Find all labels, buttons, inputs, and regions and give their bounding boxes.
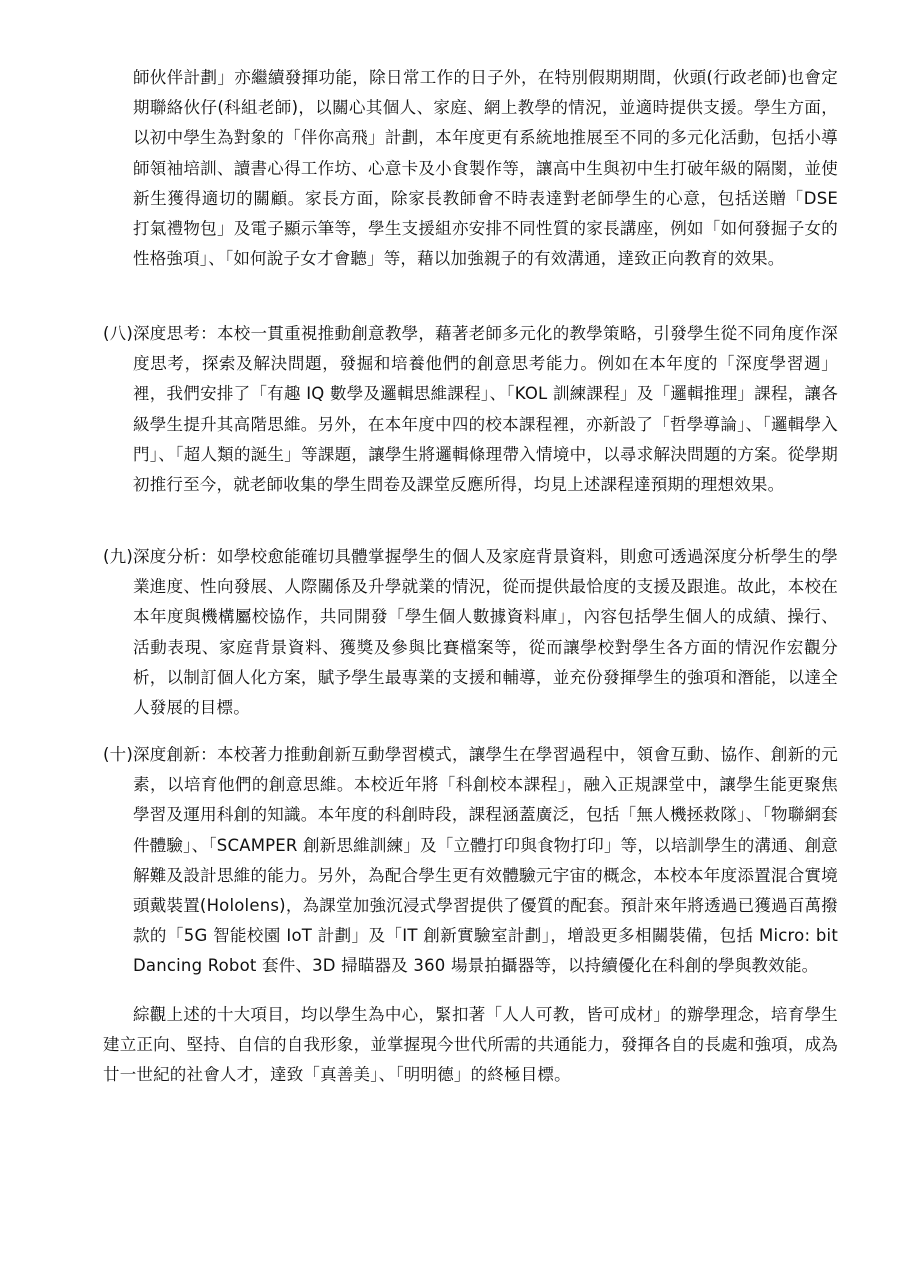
continuation-paragraph: 師伙伴計劃」亦繼續發揮功能，除日常工作的日子外，在特別假期期間，伙頭(行政老師)也會定期聯絡伙仔(科組老師)，以關心其個人、家庭、網上教學的情況，並適時提供支援。學生方面，以初中學生為對象的「伴你高飛」計劃，本年度更有系統地推展至不同的多元化活動，包括小導師領袖培訓、讀書心得工作坊、心意卡及小食製作等，讓高中生與初中生打破年級的隔閡，並使新生獲得適切的關顧。家長方面，除家長教師會不時表達對老師學生的心意，包括送贈「DSE 打氣禮物包」及電子顯示筆等，學生支援組亦安排不同性質的家長講座，例如「如何發掘子女的性格強項」、「如何說子女才會聽」等，藉以加強親子的有效溝通，達致正向教育的效果。 <box>133 68 838 269</box>
list-item-marker: (八) <box>103 324 133 343</box>
conclusion-paragraph: 綜觀上述的十大項目，均以學生為中心，緊扣著「人人可教，皆可成材」的辦學理念，培育學生建立正向、堅持、自信的自我形象，並掌握現今世代所需的共通能力，發揮各自的長處和強項，成為廿一世紀的社會人才，達致「真善美」、「明明德」的終極目標。 <box>103 1005 838 1085</box>
list-item-10 <box>103 740 838 982</box>
list-item-8 <box>103 319 838 500</box>
list-item-9 <box>103 542 838 723</box>
list-item-text: 深度創新：本校著力推動創新互動學習模式，讓學生在學習過程中，領會互動、協作、創新的元素，以培育他們的創意思維。本校近年將「科創校本課程」，融入正規課堂中，讓學生能更聚焦學習及運用科創的知識。本年度的科創時段，課程涵蓋廣泛，包括「無人機拯救隊」、「物聯網套件體驗」、「SCAMPER 創新思維訓練」及「立體打印與食物打印」等，以培訓學生的溝通、創意解難及設計思維的能力。另外，為配合學生更有效體驗元宇宙的概念，本校本年度添置混合實境頭戴裝置(Hololens)，為課堂加強沉浸式學習提供了優質的配套。預計來年將透過已獲過百萬撥款的「5G 智能校園 IoT 計劃」及「IT 創新實驗室計劃」，增設更多相關裝備，包括 Micro: bit Dancing Robot 套件、3D 掃瞄器及 360 場景拍攝器等，以持續優化在科創的學與教效能。 <box>133 745 838 976</box>
list-item-text: 深度分析：如學校愈能確切具體掌握學生的個人及家庭背景資料，則愈可透過深度分析學生的學業進度、性向發展、人際關係及升學就業的情況，從而提供最恰度的支援及跟進。故此，本校在本年度與機構屬校協作，共同開發「學生個人數據資料庫」，內容包括學生個人的成績、操行、活動表現、家庭背景資料、獲獎及參與比賽檔案等，從而讓學校對學生各方面的情況作宏觀分析，以制訂個人化方案，賦予學生最專業的支援和輔導，並充份發揮學生的強項和潛能，以達全人發展的目標。 <box>133 547 838 718</box>
list-item-marker: (九) <box>103 547 133 566</box>
list-item-text: 深度思考：本校一貫重視推動創意教學，藉著老師多元化的教學策略，引發學生從不同角度作深度思考，探索及解決問題，發掘和培養他們的創意思考能力。例如在本年度的「深度學習週」裡，我們安排了「有趣 IQ 數學及邏輯思維課程」、「KOL 訓練課程」及「邏輯推理」課程，讓各級學生提升其高階思維。另外，在本年度中四的校本課程裡，亦新設了「哲學導論」、「邏輯學入門」、「超人類的誕生」等課題，讓學生將邏輯條理帶入情境中，以尋求解決問題的方案。從學期初推行至今，就老師收集的學生問卷及課堂反應所得，均見上述課程達預期的理想效果。 <box>133 324 838 495</box>
list-item-marker: (十) <box>103 745 133 764</box>
